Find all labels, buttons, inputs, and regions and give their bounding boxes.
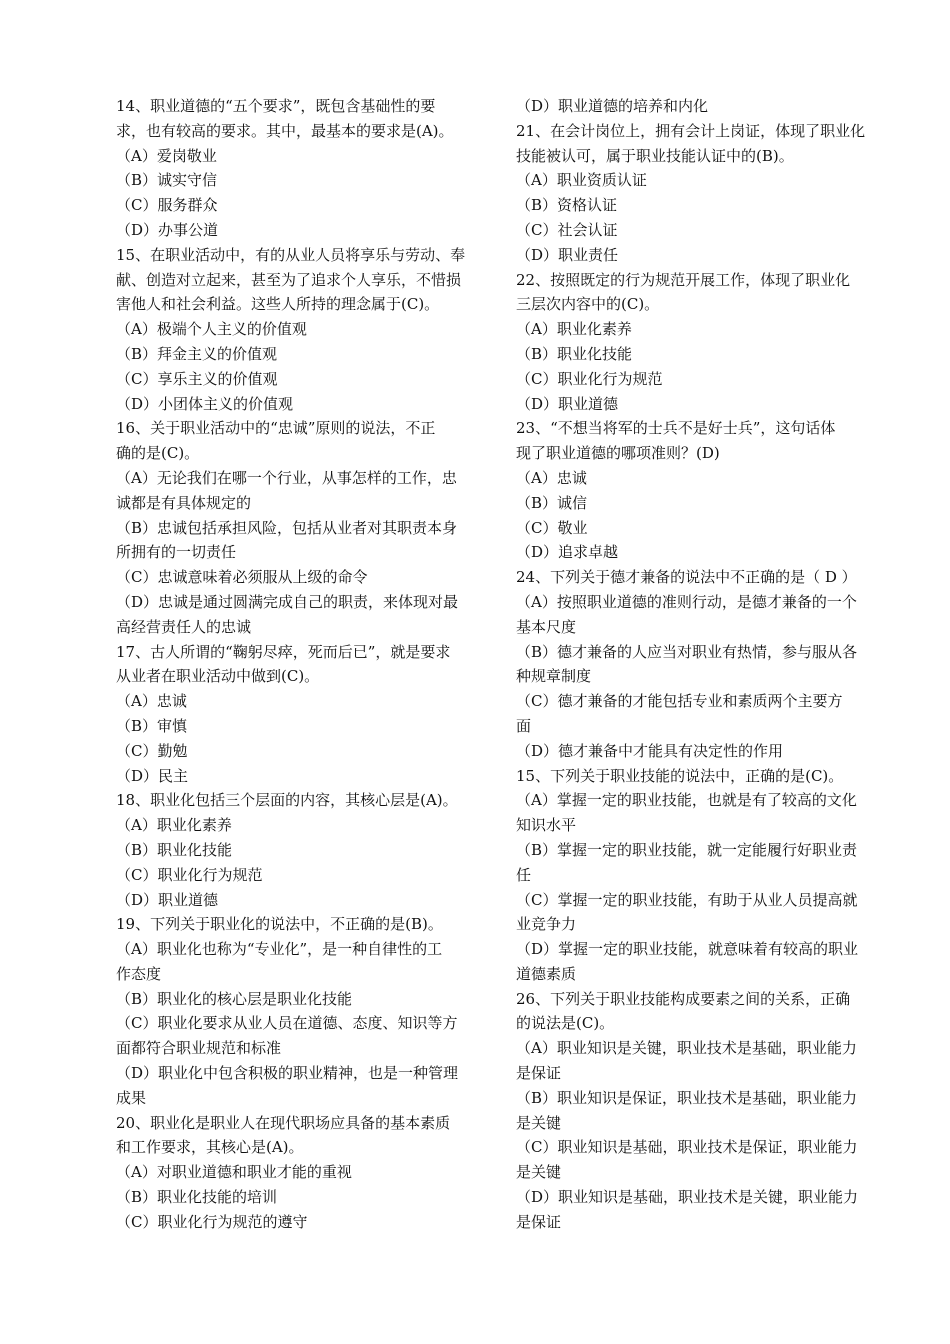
- text-line: （C）职业化要求从业人员在道德、态度、知识等方: [116, 1014, 458, 1033]
- text-line: （C）德才兼备的才能包括专业和素质两个主要方: [516, 692, 843, 711]
- text-line: 任: [516, 865, 532, 884]
- text-line: 害他人和社会利益。这些人所持的理念属于(C)。: [116, 295, 440, 314]
- text-line: 献、创造对立起来，甚至为了追求个人享乐，不惜损: [116, 270, 462, 289]
- text-line: （A）极端个人主义的价值观: [116, 320, 307, 339]
- text-line: 知识水平: [516, 816, 577, 835]
- text-line: 三层次内容中的(C)。: [516, 295, 660, 314]
- text-line: （C）敬业: [516, 518, 588, 537]
- right-column: [516, 94, 886, 1235]
- text-line: 现了职业道德的哪项准则？(D): [516, 444, 720, 463]
- text-line: 是关键: [516, 1163, 562, 1182]
- text-line: 18、职业化包括三个层面的内容，其核心层是(A)。: [116, 791, 458, 810]
- text-line: （A）掌握一定的职业技能，也就是有了较高的文化: [516, 791, 857, 810]
- text-line: 19、下列关于职业化的说法中，不正确的是(B)。: [116, 915, 443, 934]
- text-line: （C）掌握一定的职业技能，有助于从业人员提高就: [516, 890, 858, 909]
- text-line: （B）忠诚包括承担风险，包括从业者对其职责本身: [116, 518, 458, 537]
- text-line: （A）职业资质认证: [516, 171, 647, 190]
- text-line: 14、职业道德的“五个要求”，既包含基础性的要: [116, 97, 436, 115]
- text-line: 高经营责任人的忠诚: [116, 617, 252, 636]
- text-line: （D）职业化中包含积极的职业精神，也是一种管理: [116, 1064, 459, 1083]
- text-line: （D）掌握一定的职业技能，就意味着有较高的职业: [516, 940, 859, 959]
- text-line: （C）勤勉: [116, 741, 188, 760]
- text-line: 是保证: [516, 1212, 562, 1231]
- text-line: （D）职业知识是基础，职业技术是关键，职业能力: [516, 1188, 859, 1207]
- text-line: （B）掌握一定的职业技能，就一定能履行好职业责: [516, 840, 858, 859]
- text-line: （C）社会认证: [516, 220, 618, 239]
- text-line: （D）职业道德的培养和内化: [516, 97, 709, 115]
- text-line: 诚都是有具体规定的: [116, 493, 252, 512]
- text-line: （B）职业化的核心层是职业化技能: [116, 989, 353, 1008]
- text-line: （A）忠诚: [516, 468, 587, 487]
- text-line: （A）对职业道德和职业才能的重视: [116, 1163, 352, 1182]
- text-line: 是保证: [516, 1064, 562, 1083]
- text-line: （A）职业知识是关键，职业技术是基础，职业能力: [516, 1039, 857, 1058]
- text-line: （B）职业知识是保证，职业技术是基础，职业能力: [516, 1088, 858, 1107]
- text-line: 道德素质: [516, 964, 577, 983]
- text-line: 种规章制度: [516, 667, 592, 686]
- text-line: （D）民主: [116, 766, 189, 785]
- text-line: 是关键: [516, 1113, 562, 1132]
- text-line: （D）办事公道: [116, 220, 219, 239]
- text-line: （C）职业化行为规范: [516, 369, 663, 388]
- text-line: （A）按照职业道德的准则行动，是德才兼备的一个: [516, 592, 857, 611]
- text-line: （A）职业化素养: [116, 816, 232, 835]
- text-line: 23、“不想当将军的士兵不是好士兵”，这句话体: [516, 419, 836, 438]
- text-line: （D）忠诚是通过圆满完成自己的职责，来体现对最: [116, 592, 459, 611]
- text-line: 成果: [116, 1088, 147, 1107]
- text-line: 24、下列关于德才兼备的说法中不正确的是（ D ）: [516, 568, 857, 587]
- text-line: （D）追求卓越: [516, 543, 619, 562]
- text-line: 的说法是(C)。: [516, 1014, 615, 1033]
- text-line: （A）职业化素养: [516, 320, 632, 339]
- text-line: （B）审慎: [116, 716, 188, 735]
- text-line: （A）职业化也称为“专业化”，是一种自律性的工: [116, 940, 443, 959]
- text-line: （B）职业化技能: [116, 840, 233, 859]
- text-line: 业竞争力: [516, 915, 577, 934]
- text-line: （C）服务群众: [116, 196, 218, 215]
- text-line: （C）职业化行为规范的遵守: [116, 1212, 308, 1231]
- text-line: （B）资格认证: [516, 196, 618, 215]
- text-line: （A）爱岗敬业: [116, 146, 217, 165]
- text-line: 17、古人所谓的“鞠躬尽瘁，死而后已”，就是要求: [116, 642, 451, 661]
- text-line: 16、关于职业活动中的“忠诚”原则的说法，不正: [116, 419, 436, 438]
- text-line: 所拥有的一切责任: [116, 543, 237, 562]
- text-line: （D）职业责任: [516, 245, 619, 264]
- text-line: （D）小团体主义的价值观: [116, 394, 294, 413]
- text-line: （D）职业道德: [516, 394, 619, 413]
- text-line: 从业者在职业活动中做到(C)。: [116, 667, 320, 686]
- text-line: （C）享乐主义的价值观: [116, 369, 278, 388]
- text-line: （A）忠诚: [116, 692, 187, 711]
- text-line: （B）诚信: [516, 493, 588, 512]
- text-line: 面都符合职业规范和标准: [116, 1039, 282, 1058]
- text-line: （A）无论我们在哪一个行业，从事怎样的工作，忠: [116, 468, 457, 487]
- text-line: 21、在会计岗位上，拥有会计上岗证，体现了职业化: [516, 121, 866, 140]
- text-line: （B）职业化技能的培训: [116, 1188, 278, 1207]
- text-line: 22、按照既定的行为规范开展工作，体现了职业化: [516, 270, 851, 289]
- text-line: 作态度: [116, 964, 162, 983]
- text-line: 20、职业化是职业人在现代职场应具备的基本素质: [116, 1113, 451, 1132]
- text-line: 基本尺度: [516, 617, 577, 636]
- text-line: 求，也有较高的要求。其中，最基本的要求是(A)。: [116, 121, 454, 140]
- left-column: [116, 94, 486, 1235]
- text-line: （C）忠诚意味着必须服从上级的命令: [116, 568, 368, 587]
- text-line: （B）拜金主义的价值观: [116, 344, 278, 363]
- text-line: （B）职业化技能: [516, 344, 633, 363]
- text-line: 26、下列关于职业技能构成要素之间的关系，正确: [516, 989, 851, 1008]
- text-line: （D）职业道德: [116, 890, 219, 909]
- text-line: （D）德才兼备中才能具有决定性的作用: [516, 741, 784, 760]
- text-line: 15、在职业活动中，有的从业人员将享乐与劳动、奉: [116, 245, 466, 264]
- text-line: （C）职业化行为规范: [116, 865, 263, 884]
- text-line: 15、下列关于职业技能的说法中，正确的是(C)。: [516, 766, 844, 785]
- text-line: 面: [516, 716, 532, 735]
- text-line: 确的是(C)。: [116, 444, 200, 463]
- text-line: 技能被认可，属于职业技能认证中的(B)。: [516, 146, 794, 165]
- text-line: （B）德才兼备的人应当对职业有热情，参与服从各: [516, 642, 858, 661]
- text-line: （B）诚实守信: [116, 171, 218, 190]
- text-line: 和工作要求，其核心是(A)。: [116, 1138, 304, 1157]
- text-line: （C）职业知识是基础，职业技术是保证，职业能力: [516, 1138, 858, 1157]
